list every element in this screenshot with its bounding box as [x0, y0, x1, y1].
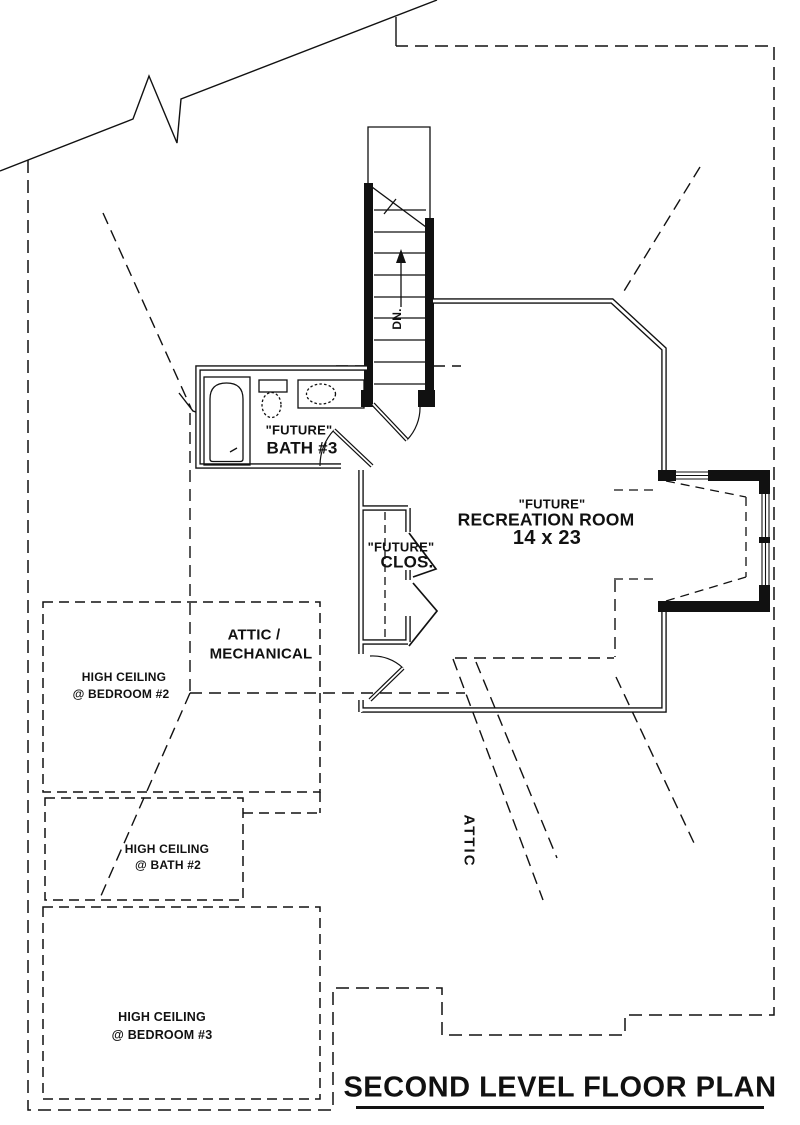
sink-icon — [307, 384, 336, 404]
window-icon — [759, 494, 771, 537]
bath3-qualifier-label: "FUTURE" — [265, 422, 333, 438]
bedroom2-high-ceiling-label-line1: HIGH CEILING — [81, 670, 167, 684]
recreation-name-label: RECREATION ROOM — [457, 509, 635, 530]
bedroom2-high-ceiling-label-line2: @ BEDROOM #2 — [72, 687, 170, 701]
bay-ceiling-dashed-lines — [614, 481, 746, 601]
sink-counter — [298, 380, 364, 408]
title-underline — [356, 1106, 764, 1109]
recreation-qualifier-label: "FUTURE" — [518, 496, 586, 512]
attic-label: ATTIC — [460, 814, 478, 868]
stair-walls — [361, 183, 435, 407]
bay-window — [614, 470, 771, 613]
staircase — [361, 127, 435, 407]
closet-name-label: CLOS. — [380, 552, 434, 572]
bedroom3-high-ceiling-label-line2: @ BEDROOM #3 — [111, 1027, 213, 1042]
bathtub-icon — [204, 377, 250, 465]
toilet-icon — [259, 380, 287, 418]
attic-mechanical-label-line2: MECHANICAL — [209, 645, 313, 663]
bath2-high-ceiling-label-line2: @ BATH #2 — [135, 858, 201, 872]
drawing-title: SECOND LEVEL FLOOR PLAN — [343, 1071, 777, 1104]
window-icon — [759, 543, 771, 585]
stairs-dn-label: DN. — [390, 308, 404, 330]
closet-qualifier-label: "FUTURE" — [367, 539, 435, 555]
bath2-high-ceiling-label-line1: HIGH CEILING — [124, 842, 210, 856]
stair-upper-outline — [368, 127, 430, 218]
stair-break-line — [368, 184, 430, 230]
bedroom3-high-ceiling-label-line1: HIGH CEILING — [118, 1009, 206, 1024]
stair-treads — [374, 210, 426, 384]
recreation-dimensions-label: 14 x 23 — [512, 527, 582, 549]
arrowhead-icon — [396, 249, 406, 263]
bedroom3-high-ceiling-outline — [43, 907, 320, 1099]
attic-mechanical-label-line1: ATTIC / — [227, 626, 281, 644]
bath3-name-label: BATH #3 — [266, 438, 338, 458]
window-icon — [676, 470, 708, 482]
roof-overhang-dashed-outline — [28, 46, 777, 1110]
roof-valley-dashed-lines — [100, 167, 700, 900]
